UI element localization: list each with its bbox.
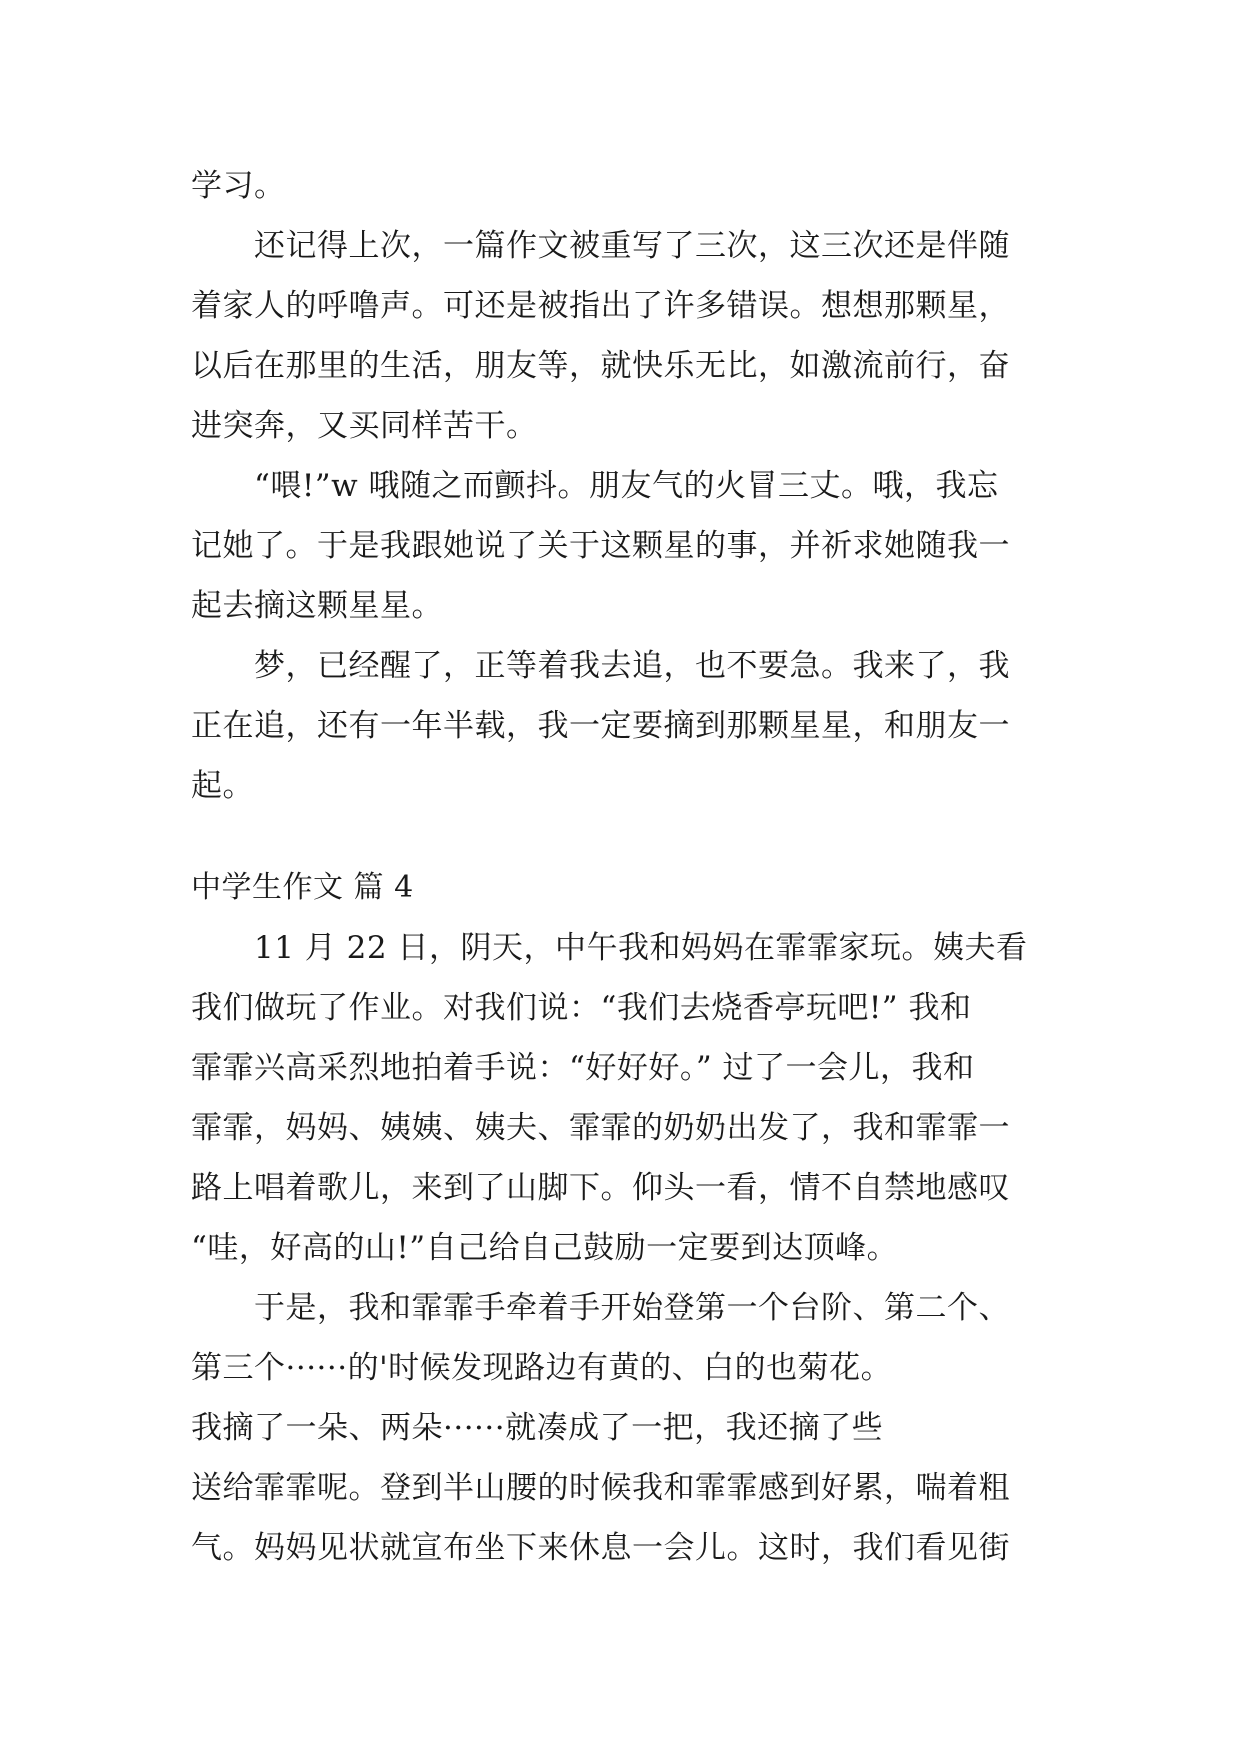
text-line: 进突奔，又买同样苦干。 [191,408,538,444]
text-line: 霏霏，妈妈、姨姨、姨夫、霏霏的奶奶出发了，我和霏霏一 [191,1110,1010,1146]
text-line: 送给霏霏呢。登到半山腰的时候我和霏霏感到好累，喘着粗 [191,1470,1010,1506]
text-line: 记她了。于是我跟她说了关于这颗星的事，并祈求她随我一 [191,528,1010,564]
text-line: 起去摘这颗星星。 [191,588,443,624]
text-line: 以后在那里的生活，朋友等，就快乐无比，如激流前行，奋 [191,348,1010,384]
text-line: 霏霏兴高采烈地拍着手说：“好好好。” 过了一会儿，我和 [191,1050,975,1086]
paragraph-start-line: 还记得上次，一篇作文被重写了三次，这三次还是伴随 [254,228,1010,264]
text-line: 我摘了一朵、两朵······就凑成了一把，我还摘了些 [191,1410,884,1446]
text-line: 我们做玩了作业。对我们说：“我们去烧香亭玩吧!” 我和 [191,990,972,1026]
text-line: 起。 [191,768,254,804]
text-line: 气。妈妈见状就宣布坐下来休息一会儿。这时，我们看见街 [191,1530,1010,1566]
text-line: 第三个······的'时候发现路边有黄的、白的也菊花。 [191,1350,893,1386]
text-line: 路上唱着歌儿，来到了山脚下。仰头一看，情不自禁地感叹 [191,1170,1010,1206]
section-heading: 中学生作文 篇 4 [191,870,414,905]
text-line: 着家人的呼噜声。可还是被指出了许多错误。想想那颗星， [191,288,1010,324]
text-line: 学习。 [191,168,286,204]
paragraph-start-line: 11 月 22 日，阴天，中午我和妈妈在霏霏家玩。姨夫看 [254,930,1028,966]
text-line: 正在追，还有一年半载，我一定要摘到那颗星星，和朋友一 [191,708,1010,744]
paragraph-start-line: 梦，已经醒了，正等着我去追，也不要急。我来了，我 [254,648,1010,684]
paragraph-start-line: “喂!”w 哦随之而颤抖。朋友气的火冒三丈。哦，我忘 [254,468,999,504]
text-line: “哇，好高的山!”自己给自己鼓励一定要到达顶峰。 [191,1230,899,1266]
paragraph-start-line: 于是，我和霏霏手牵着手开始登第一个台阶、第二个、 [254,1290,1010,1326]
